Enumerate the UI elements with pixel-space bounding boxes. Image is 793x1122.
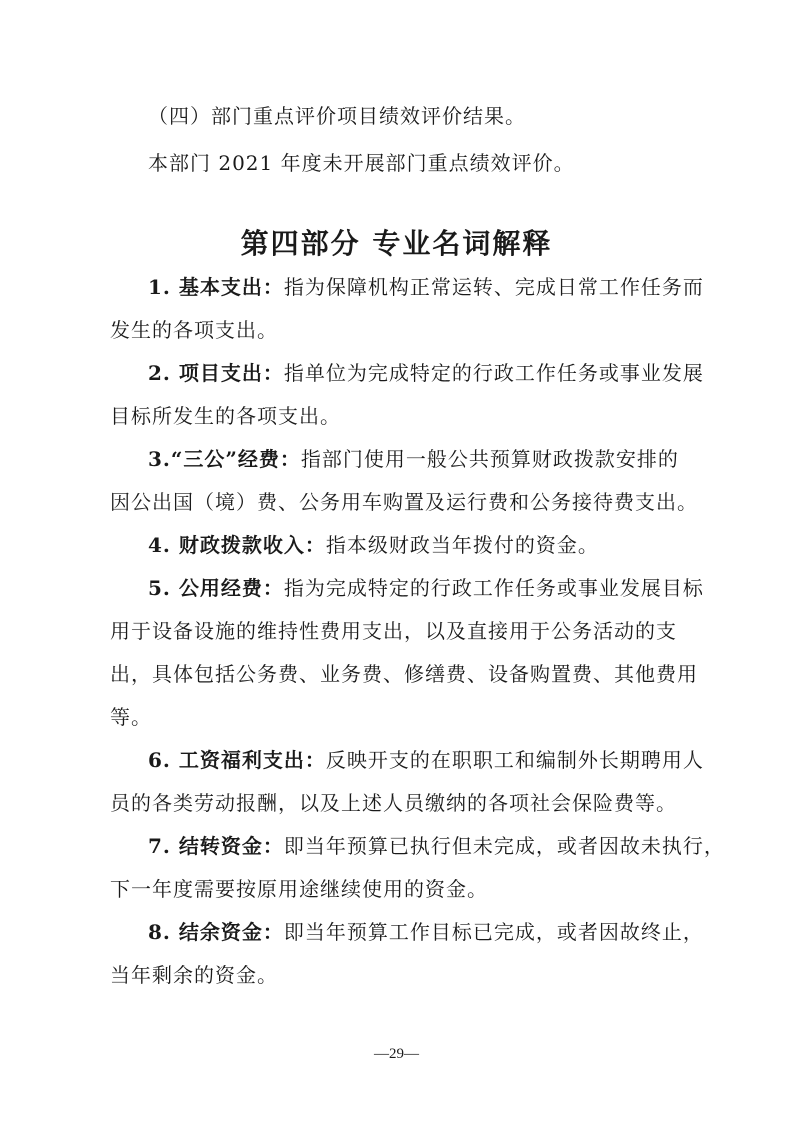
section-text: 本部门 2021 年度未开展部门重点绩效评价。 [148, 151, 575, 175]
term-continuation: 用于设备设施的维持性费用支出，以及直接用于公务活动的支 [110, 619, 677, 643]
term-label: 2. 项目支出： [148, 361, 284, 385]
term-text: 反映开支的在职职工和编制外长期聘用人 [325, 748, 704, 772]
term-label: 6. 工资福利支出： [148, 748, 326, 772]
term-entry [148, 574, 738, 602]
term-label: 8. 结余资金： [148, 920, 284, 944]
section-heading: （四）部门重点评价项目绩效评价结果。 [148, 104, 526, 128]
term-entry [148, 445, 738, 473]
term-entry [148, 359, 738, 387]
term-label: 4. 财政拨款收入： [148, 533, 326, 557]
term-text: 指为保障机构正常运转、完成日常工作任务而 [283, 275, 704, 299]
term-label: 3.“三公”经费： [148, 447, 301, 471]
term-text: 即当年预算已执行但未完成，或者因故未执行， [283, 834, 725, 858]
term-entry [148, 746, 738, 774]
term-label: 5. 公用经费： [148, 576, 284, 600]
term-text: 指为完成特定的行政工作任务或事业发展目标 [283, 576, 704, 600]
term-entry [148, 832, 738, 860]
term-continuation: 出，具体包括公务费、业务费、修缮费、设备购置费、其他费用 [110, 662, 698, 686]
term-continuation: 目标所发生的各项支出。 [110, 404, 341, 428]
term-label: 7. 结转资金： [148, 834, 284, 858]
term-continuation: 因公出国（境）费、公务用车购置及运行费和公务接待费支出。 [110, 490, 698, 514]
term-continuation: 当年剩余的资金。 [110, 963, 278, 987]
term-continuation: 员的各类劳动报酬，以及上述人员缴纳的各项社会保险费等。 [110, 791, 677, 815]
term-continuation: 等。 [110, 705, 152, 729]
term-text: 指本级财政当年拨付的资金。 [325, 533, 599, 557]
term-text: 指部门使用一般公共预算财政拨款安排的 [300, 447, 679, 471]
page-number: —29— [374, 1046, 419, 1062]
term-text: 即当年预算工作目标已完成，或者因故终止， [283, 920, 704, 944]
term-continuation: 发生的各项支出。 [110, 318, 278, 342]
term-label: 1. 基本支出： [148, 275, 284, 299]
term-entry [148, 273, 738, 301]
term-continuation: 下一年度需要按原用途继续使用的资金。 [110, 877, 488, 901]
term-entry [148, 531, 738, 559]
term-text: 指单位为完成特定的行政工作任务或事业发展 [283, 361, 704, 385]
part-title: 第四部分 专业名词解释 [240, 227, 553, 260]
term-entry [148, 918, 738, 946]
